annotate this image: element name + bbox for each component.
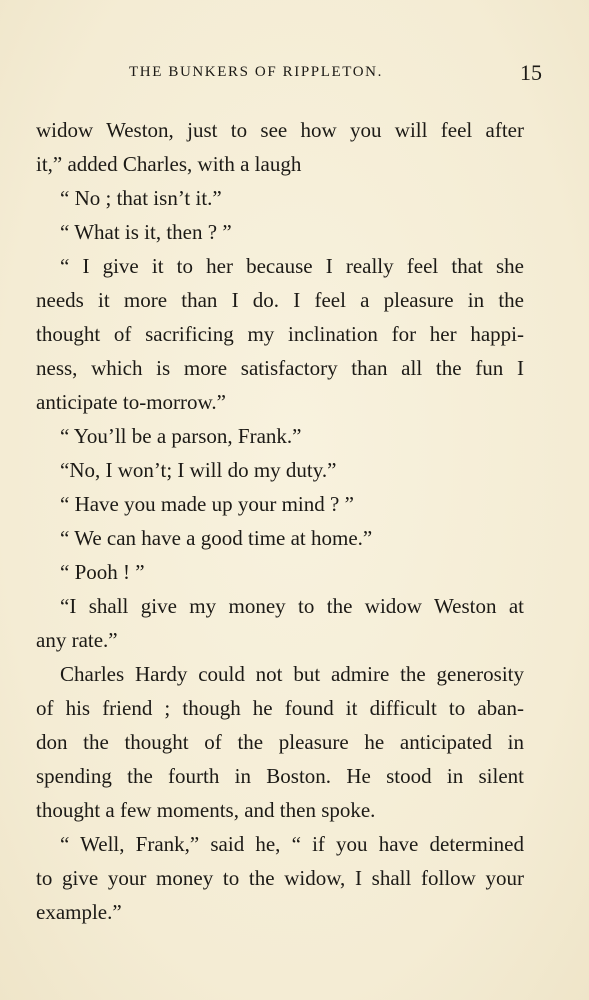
- text-line: “No, I won’t; I will do my duty.”: [60, 458, 337, 482]
- text-line: Charles Hardy could not but admire the generosity: [60, 662, 524, 686]
- text-line: of his friend ; though he found it difficult to aban-: [36, 696, 524, 720]
- page-number: 15: [520, 60, 542, 85]
- text-line: needs it more than I do. I feel a pleasure in the: [36, 288, 524, 312]
- text-line: spending the fourth in Boston. He stood in silent: [36, 764, 524, 788]
- text-line: “ What is it, then ? ”: [60, 220, 232, 244]
- text-line: “ No ; that isn’t it.”: [60, 186, 222, 210]
- text-line: widow Weston, just to see how you will feel after: [36, 118, 524, 142]
- text-line: to give your money to the widow, I shall follow your: [36, 866, 524, 890]
- text-line: “I shall give my money to the widow Weston at: [60, 594, 524, 618]
- text-line: any rate.”: [36, 628, 118, 652]
- text-line: thought of sacrificing my inclination for her happi-: [36, 322, 524, 346]
- text-line: “ Pooh ! ”: [60, 560, 145, 584]
- text-line: ness, which is more satisfactory than all the fun I: [36, 356, 524, 380]
- body-text: [36, 113, 524, 929]
- text-line: “ Have you made up your mind ? ”: [60, 492, 354, 516]
- text-line: “ Well, Frank,” said he, “ if you have determined: [60, 832, 524, 856]
- running-title: THE BUNKERS OF RIPPLETON.: [129, 64, 383, 80]
- running-head: [36, 60, 542, 85]
- text-line: example.”: [36, 900, 122, 924]
- text-line: it,” added Charles, with a laugh: [36, 152, 302, 176]
- text-line: “ You’ll be a parson, Frank.”: [60, 424, 302, 448]
- text-line: don the thought of the pleasure he anticipated in: [36, 730, 524, 754]
- text-line: thought a few moments, and then spoke.: [36, 798, 376, 822]
- text-line: “ We can have a good time at home.”: [60, 526, 373, 550]
- text-line: anticipate to-morrow.”: [36, 390, 226, 414]
- text-line: “ I give it to her because I really feel that she: [60, 254, 524, 278]
